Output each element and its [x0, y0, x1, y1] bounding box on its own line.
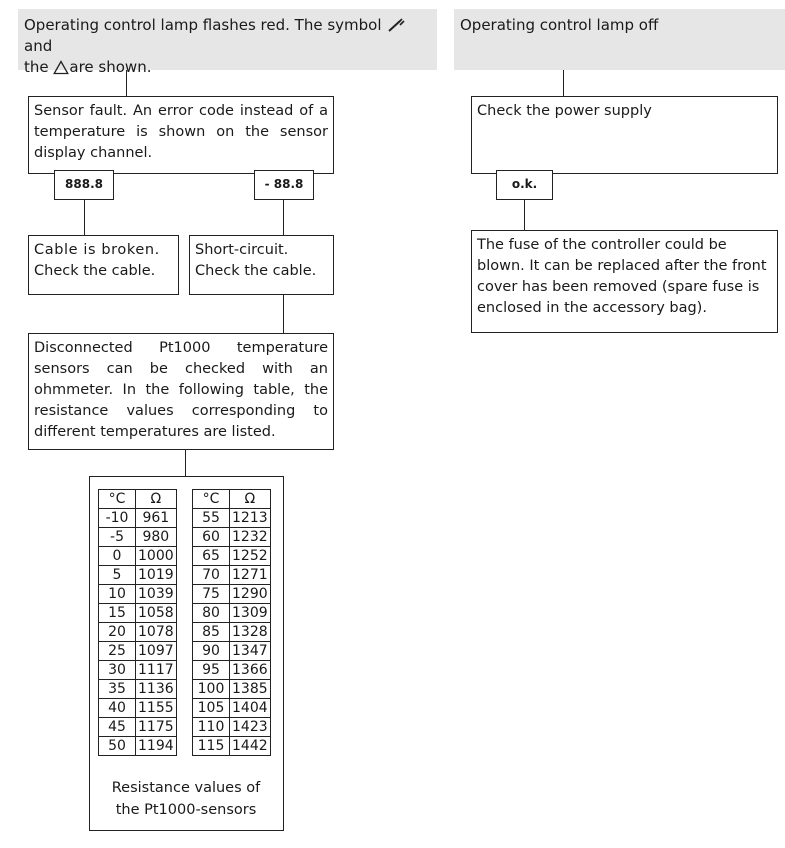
disconnected-box: [28, 333, 334, 450]
table-row: [99, 509, 177, 528]
resistance-cell: 1232: [230, 528, 271, 547]
temperature-cell: 25: [99, 642, 136, 661]
resistance-cell: 1442: [230, 737, 271, 756]
temperature-cell: 10: [99, 585, 136, 604]
resistance-table-right: [192, 489, 271, 756]
table-row: [99, 566, 177, 585]
temperature-cell: 85: [193, 623, 230, 642]
temperature-cell: 35: [99, 680, 136, 699]
resistance-cell: 1309: [230, 604, 271, 623]
resistance-table-box: [89, 476, 284, 831]
temperature-cell: 30: [99, 661, 136, 680]
cable-broken-line1: Cable is broken.: [34, 242, 160, 258]
sensor-fault-box: [28, 96, 334, 174]
code-open-text: 888.8: [65, 177, 103, 191]
table-row: [99, 604, 177, 623]
temperature-cell: 15: [99, 604, 136, 623]
resistance-cell: 1058: [136, 604, 177, 623]
table-row: [99, 642, 177, 661]
resistance-cell: 1366: [230, 661, 271, 680]
table-row: [99, 547, 177, 566]
temperature-cell: 105: [193, 699, 230, 718]
temperature-cell: 55: [193, 509, 230, 528]
header-text-4: are shown.: [69, 58, 152, 76]
table-header-row: [99, 490, 177, 509]
resistance-cell: 1117: [136, 661, 177, 680]
header-ohm: Ω: [136, 490, 177, 509]
table-row: [99, 528, 177, 547]
temperature-cell: -10: [99, 509, 136, 528]
fuse-box: [471, 230, 778, 333]
connector: [283, 200, 284, 235]
resistance-cell: 1078: [136, 623, 177, 642]
table-row: [193, 642, 271, 661]
resistance-cell: 980: [136, 528, 177, 547]
table-row: [99, 585, 177, 604]
check-power-box: [471, 96, 778, 174]
table-row: [99, 680, 177, 699]
temperature-cell: 70: [193, 566, 230, 585]
table-row: [193, 661, 271, 680]
ok-text: o.k.: [511, 177, 538, 191]
check-power-text: Check the power supply: [477, 103, 652, 119]
resistance-table-left: [98, 489, 177, 756]
table-row: [99, 718, 177, 737]
resistance-cell: 1385: [230, 680, 271, 699]
resistance-cell: 1097: [136, 642, 177, 661]
temperature-cell: 100: [193, 680, 230, 699]
warning-triangle-icon: [53, 60, 69, 75]
resistance-cell: 1328: [230, 623, 271, 642]
table-row: [99, 699, 177, 718]
temperature-cell: 65: [193, 547, 230, 566]
table-row: [193, 509, 271, 528]
connector: [524, 200, 525, 230]
temperature-cell: 50: [99, 737, 136, 756]
resistance-cell: 1252: [230, 547, 271, 566]
temperature-cell: 60: [193, 528, 230, 547]
disconnected-text: Disconnected Pt1000 temperature sensors can be checked with an ohmmeter. In the following table, the resistance values corresponding to different temperatures are listed.: [34, 340, 328, 440]
temperature-cell: 5: [99, 566, 136, 585]
wrench-icon: [386, 17, 406, 33]
header-text-3: the: [24, 58, 49, 76]
table-row: [99, 661, 177, 680]
resistance-cell: 1000: [136, 547, 177, 566]
short-circuit-line1: Short-circuit.: [195, 242, 289, 258]
table-row: [99, 623, 177, 642]
connector: [563, 70, 564, 96]
resistance-cell: 1136: [136, 680, 177, 699]
code-open-tag: [54, 170, 114, 200]
header-temp: °C: [193, 490, 230, 509]
resistance-cell: 1423: [230, 718, 271, 737]
table-row: [193, 547, 271, 566]
table-caption-line2: the Pt1000-sensors: [115, 802, 257, 818]
resistance-cell: 1213: [230, 509, 271, 528]
table-row: [193, 718, 271, 737]
temperature-cell: 20: [99, 623, 136, 642]
right-header-text: Operating control lamp off: [460, 16, 659, 34]
resistance-cell: 1019: [136, 566, 177, 585]
temperature-cell: 115: [193, 737, 230, 756]
connector: [126, 70, 127, 96]
table-row: [193, 737, 271, 756]
cable-broken-line2: Check the cable.: [34, 263, 156, 279]
resistance-cell: 1290: [230, 585, 271, 604]
resistance-cell: 1155: [136, 699, 177, 718]
table-row: [193, 566, 271, 585]
resistance-cell: 1194: [136, 737, 177, 756]
left-header: [18, 9, 437, 76]
connector: [84, 200, 85, 235]
table-caption: [90, 777, 282, 821]
table-row: [193, 699, 271, 718]
code-short-tag: [254, 170, 314, 200]
temperature-cell: 40: [99, 699, 136, 718]
table-row: [193, 623, 271, 642]
resistance-cell: 1175: [136, 718, 177, 737]
table-row: [193, 528, 271, 547]
table-caption-line1: Resistance values of: [111, 780, 261, 796]
connector: [283, 295, 284, 333]
resistance-cell: 961: [136, 509, 177, 528]
short-circuit-box: [189, 235, 334, 295]
right-header: [454, 9, 785, 70]
fuse-text: The fuse of the controller could be blown. It can be replaced after the front cover has been removed (spare fuse is enclosed in the accessory bag).: [477, 237, 767, 316]
resistance-cell: 1347: [230, 642, 271, 661]
temperature-cell: 90: [193, 642, 230, 661]
temperature-cell: 80: [193, 604, 230, 623]
temperature-cell: -5: [99, 528, 136, 547]
connector: [185, 450, 186, 476]
header-temp: °C: [99, 490, 136, 509]
temperature-cell: 95: [193, 661, 230, 680]
table-row: [193, 585, 271, 604]
resistance-cell: 1271: [230, 566, 271, 585]
table-row: [193, 680, 271, 699]
resistance-cell: 1404: [230, 699, 271, 718]
cable-broken-box: [28, 235, 179, 295]
temperature-cell: 45: [99, 718, 136, 737]
code-short-text: - 88.8: [264, 177, 304, 191]
temperature-cell: 0: [99, 547, 136, 566]
header-ohm: Ω: [230, 490, 271, 509]
header-text-2: and: [24, 37, 53, 55]
temperature-cell: 110: [193, 718, 230, 737]
short-circuit-line2: Check the cable.: [195, 263, 317, 279]
resistance-cell: 1039: [136, 585, 177, 604]
sensor-fault-text: Sensor fault. An error code instead of a temperature is shown on the sensor display channel.: [34, 103, 328, 161]
table-row: [193, 604, 271, 623]
header-text-1: Operating control lamp flashes red. The symbol: [24, 16, 382, 34]
ok-tag: [496, 170, 553, 200]
table-row: [99, 737, 177, 756]
temperature-cell: 75: [193, 585, 230, 604]
table-header-row: [193, 490, 271, 509]
